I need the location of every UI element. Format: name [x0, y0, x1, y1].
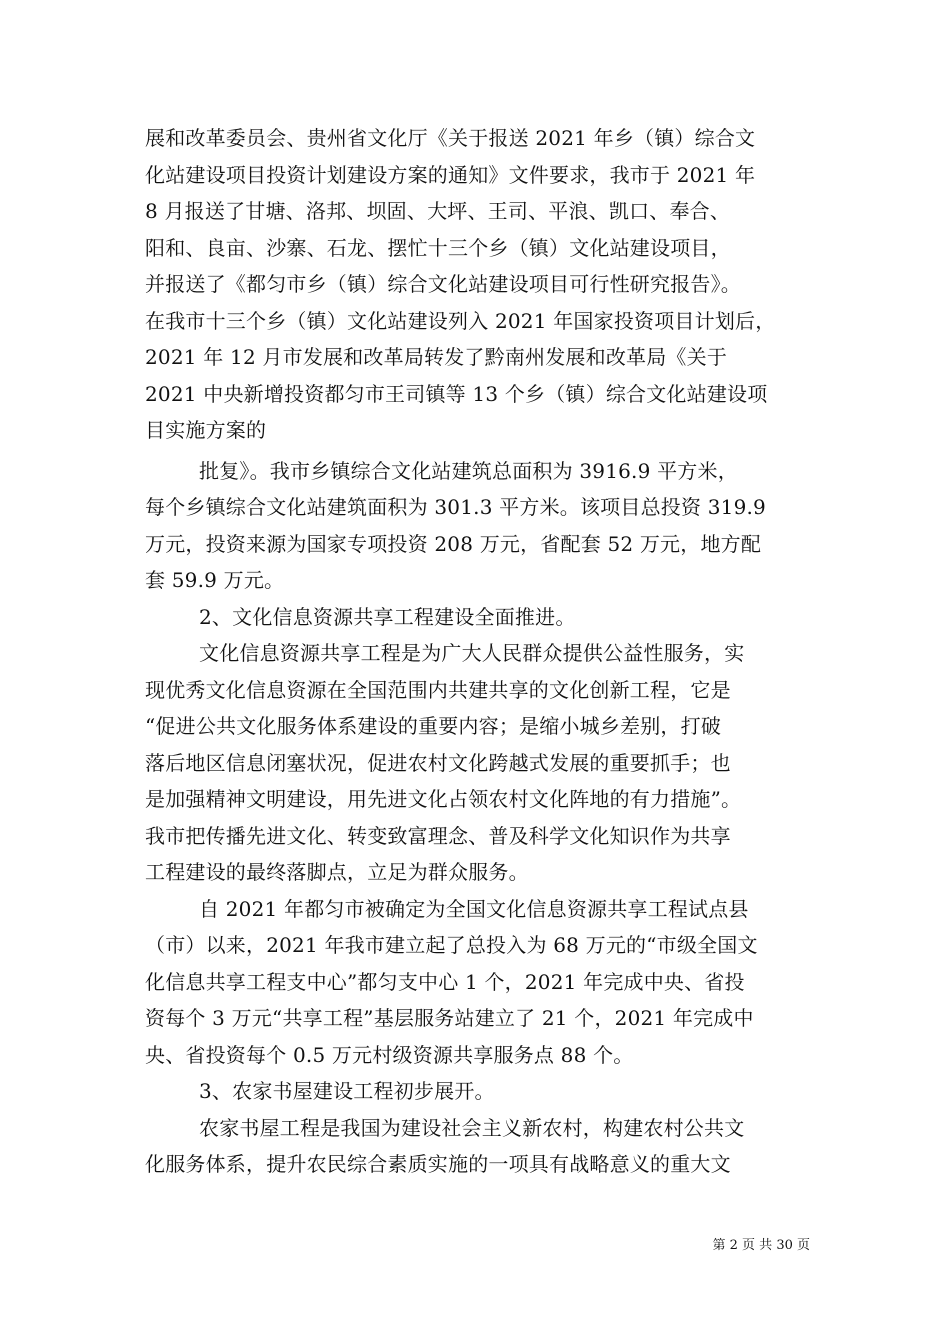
- text-line: 万元，投资来源为国家专项投资 208 万元，省配套 52 万元，地方配: [145, 531, 762, 556]
- text-line: 自 2021 年都匀市被确定为全国文化信息资源共享工程试点县: [199, 896, 749, 921]
- text-line: 是加强精神文明建设，用先进文化占领农村文化阵地的有力措施”。: [145, 787, 742, 811]
- text-line: 8 月报送了甘塘、洛邦、坝固、大坪、王司、平浪、凯口、奉合、: [145, 199, 731, 223]
- text-line: 展和改革委员会、贵州省文化厅《关于报送 2021 年乡（镇）综合文: [145, 126, 756, 150]
- text-line: 套 59.9 万元。: [145, 568, 285, 592]
- text-line: 我市把传播先进文化、转变致富理念、普及科学文化知识作为共享: [145, 823, 731, 848]
- text-line: （市）以来，2021 年我市建立起了总投入为 68 万元的“市级全国文: [145, 933, 758, 957]
- text-line: 阳和、良亩、沙寨、石龙、摆忙十三个乡（镇）文化站建设项目，: [145, 235, 731, 260]
- text-line: 文化信息资源共享工程是为广大人民群众提供公益性服务，实: [199, 641, 745, 665]
- text-line: 央、省投资每个 0.5 万元村级资源共享服务点 88 个。: [145, 1042, 634, 1067]
- document-body: [145, 120, 835, 1183]
- text-line: 并报送了《都匀市乡（镇）综合文化站建设项目可行性研究报告》。: [145, 272, 741, 296]
- text-line: 工程建设的最终落脚点，立足为群众服务。: [145, 860, 529, 884]
- text-line: 每个乡镇综合文化站建筑面积为 301.3 平方米。该项目总投资 319.9: [145, 495, 766, 519]
- text-line: 落后地区信息闭塞状况，促进农村文化跨越式发展的重要抓手；也: [145, 750, 731, 775]
- text-line: 2021 中央新增投资都匀市王司镇等 13 个乡（镇）综合文化站建设项: [145, 381, 768, 406]
- text-line: 农家书屋工程是我国为建设社会主义新农村，构建农村公共文: [199, 1115, 745, 1140]
- text-line: “促进公共文化服务体系建设的重要内容；是缩小城乡差别，打破: [145, 714, 722, 738]
- text-line: 资每个 3 万元“共享工程”基层服务站建立了 21 个，2021 年完成中: [145, 1006, 754, 1030]
- text-line: 批复》。我市乡镇综合文化站建筑总面积为 3916.9 平方米，: [199, 458, 738, 483]
- text-line: 现优秀文化信息资源在全国范围内共建共享的文化创新工程，它是: [145, 677, 731, 702]
- text-line: 化信息共享工程支中心”都匀支中心 1 个，2021 年完成中央、省投: [145, 969, 745, 994]
- text-line: 2021 年 12 月市发展和改革局转发了黔南州发展和改革局《关于: [145, 345, 728, 369]
- section-heading: 3、农家书屋建设工程初步展开。: [199, 1079, 495, 1103]
- text-line: 目实施方案的: [145, 418, 267, 442]
- section-heading: 2、文化信息资源共享工程建设全面推进。: [199, 604, 576, 629]
- text-line: 化服务体系，提升农民综合素质实施的一项具有战略意义的重大文: [145, 1152, 731, 1176]
- page-number: 第 2 页 共 30 页: [712, 1238, 810, 1253]
- text-line: 化站建设项目投资计划建设方案的通知》文件要求，我市于 2021 年: [145, 162, 756, 187]
- text-line: 在我市十三个乡（镇）文化站建设列入 2021 年国家投资项目计划后，: [145, 308, 776, 333]
